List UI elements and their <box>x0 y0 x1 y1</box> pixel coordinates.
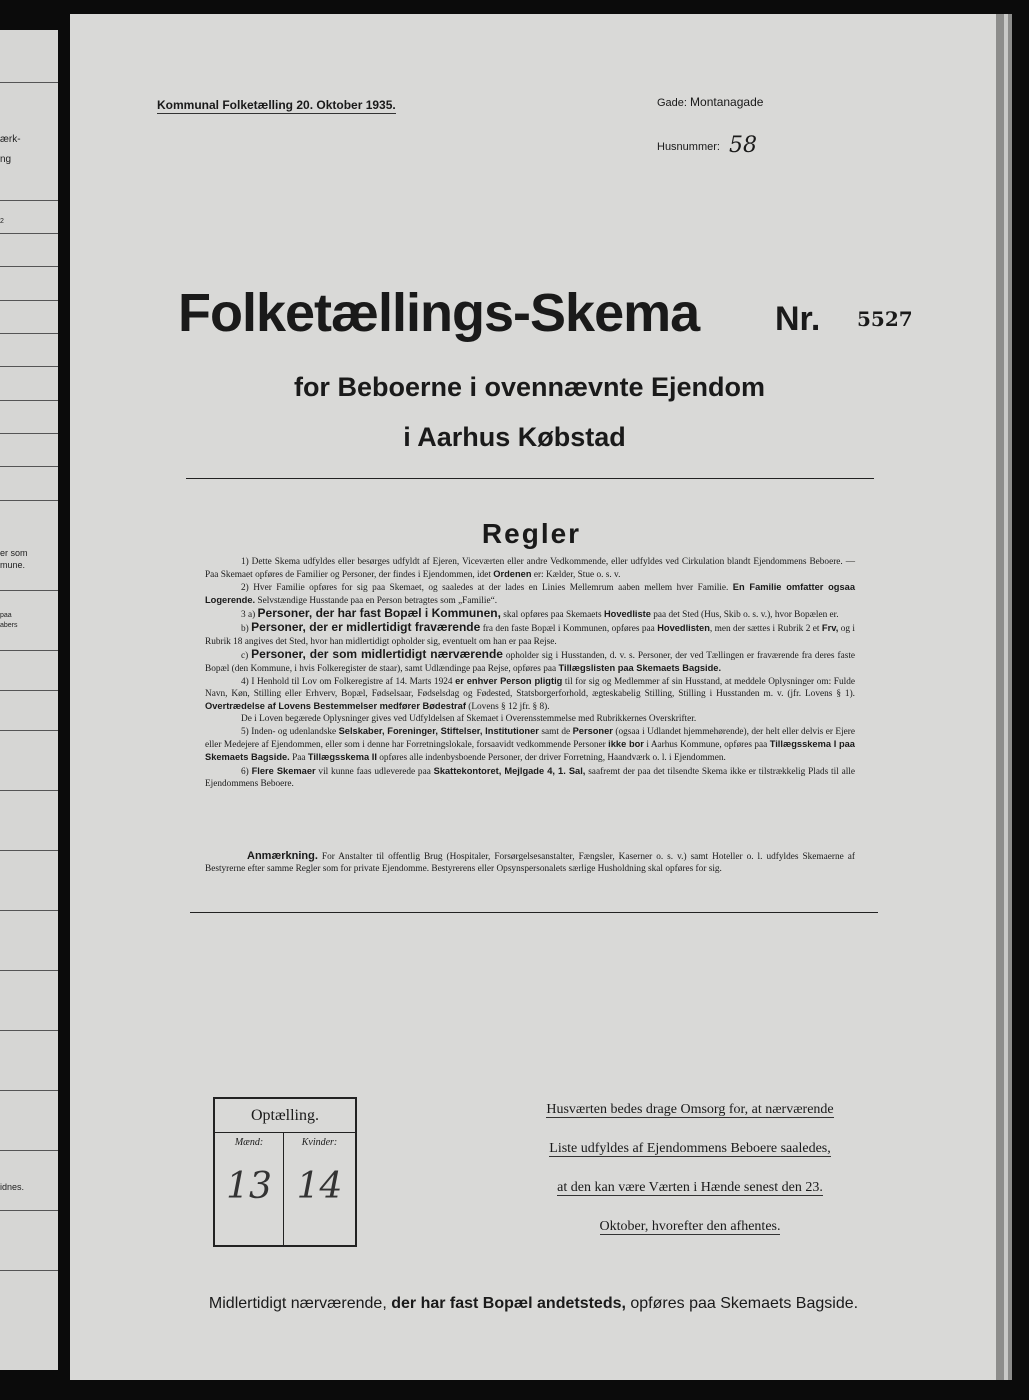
house-number-label: Husnummer: <box>657 141 720 153</box>
remark-label: Anmærkning. <box>247 850 318 862</box>
rules-heading: Regler <box>481 518 582 549</box>
rule-line <box>0 730 58 731</box>
rule-2: 2) Hver Familie opføres for sig paa Skemaet, og saaledes at der lades en Linies Mellemrum aaben mellem hver Familie. En Familie omfatter ogsaa Logerende. Selvstændige Husstande paa en Person betragtes som „Familie“. <box>205 582 855 607</box>
men-column <box>215 1133 284 1245</box>
count-box-title: Optælling. <box>215 1099 355 1133</box>
left-page-fragment: ng <box>0 154 12 165</box>
left-page-fragment: 2 <box>0 218 4 225</box>
left-page-fragment: er som <box>0 548 28 558</box>
rule-line <box>0 1270 58 1271</box>
rule-line <box>0 690 58 691</box>
house-number-value: 58 <box>729 133 758 158</box>
page-edge <box>1004 14 1008 1380</box>
rule-line <box>0 200 58 201</box>
notice-line: at den kan være Værten i Hænde senest den 23. <box>557 1180 823 1195</box>
form-number-value: 5527 <box>857 307 913 331</box>
rule-3c: c) Personer, der som midlertidigt nærværende opholder sig i Husstanden, d. v. s. Personer, der ved Tællingen er fraværende fra deres faste Bopæl (den Kommune, i hvis Folkeregister de staar), samt Udlændinge paa Rejse, opføres paa Tillægslisten paa Skemaets Bagside. <box>205 646 856 674</box>
rule-line <box>0 850 58 851</box>
left-page-fragment: abers <box>0 622 18 629</box>
men-count: 13 <box>226 1166 272 1207</box>
rule-4-note: De i Loven begærede Oplysninger gives ved Udfyldelsen af Skemaet i Overensstemmelse med Rubrikkernes Overskrifter. <box>241 714 697 725</box>
footer-note: Midlertidigt nærværende, der har fast Bopæl andetsteds, opføres paa Skemaets Bagside. <box>208 1295 859 1312</box>
form-subtitle: for Beboerne i ovennævnte Ejendom <box>293 372 766 402</box>
men-label: Mænd: <box>234 1137 264 1148</box>
rule-5: 5) Inden- og udenlandske Selskaber, Foreninger, Stiftelser, Institutioner samt de Personer (ogsaa i Udlandet hjemmehørende), der helt eller delvis er Ejere eller Medejere af Ejendommen, eller som i denne har Forretningslokale, forsaavidt vedkommende Personer ikke bor i Aarhus Kommune, opføres paa Tillægsskema I paa Skemaets Bagside. Paa Tillægsskema II opføres alle indenbysboende Personer, der driver Forretning, Haandværk o. l. i Ejendommen. <box>205 726 855 764</box>
notice-line: Oktober, hvorefter den afhentes. <box>599 1219 781 1234</box>
rule-1: 1) Dette Skema udfyldes eller besørges udfyldt af Ejeren, Viceværten eller andre Vedkommende, eller udfyldes ved Cirkulation blandt Ejendommens Beboere. — Paa Skemaet opføres de Familier og Personer, der findes i Ejendommen, idet Ordenen er: Kælder, Stue o. s. v. <box>205 557 855 581</box>
rule-line <box>0 500 58 501</box>
left-page-fragment: mune. <box>0 560 26 570</box>
rule-line <box>0 1210 58 1211</box>
women-label: Kvinder: <box>301 1137 338 1148</box>
rule-6: 6) Flere Skemaer vil kunne faas udleverede paa Skattekontoret, Mejlgade 4, 1. Sal, saafremt der paa det tilsendte Skema ikke er tilstrækkelig Plads til alle Ejendommens Beboere. <box>205 765 855 789</box>
women-column <box>284 1133 355 1245</box>
rule-line <box>0 300 58 301</box>
rule-4: 4) I Henhold til Lov om Folkeregistre af 14. Marts 1924 er enhver Person pligtig til for sig og Medlemmer af sin Husstand, at meddele Oplysninger om: Fulde Navn, Køn, Stilling eller Erhverv, Bopæl, Fødselsaar, Fødselsdag og Fødested, Statsborgerforhold, ægteskabelig Stilling, Stilling i Husstanden m. v. (jfr. Lovens § 1). Overtrædelse af Lovens Bestemmelser medfører Bødestraf (Lovens § 12 jfr. § 8). <box>205 675 855 713</box>
rule-line <box>0 1150 58 1151</box>
rule-line <box>0 466 58 467</box>
rules-text <box>205 556 855 790</box>
rule-line <box>0 650 58 651</box>
landlord-notice <box>515 1102 865 1258</box>
rule-3a: 3 a) Personer, der har fast Bopæl i Kommunen, skal opføres paa Skemaets Hovedliste paa det Sted (Hus, Skib o. s. v.), hvor Bopælen er. <box>241 606 839 621</box>
form-number-label: Nr. <box>775 300 821 338</box>
divider <box>186 478 874 479</box>
women-count: 14 <box>296 1166 343 1207</box>
rule-3b: b) Personer, der er midlertidigt fraværende fra den faste Bopæl i Kommunen, opføres paa Hovedlisten, men der sættes i Rubrik 2 et Frv, og i Rubrik 18 angives det Sted, hvor han midlertidigt opholder sig, eventuelt om han er paa Rejse. <box>205 620 856 647</box>
census-title: Kommunal Folketælling 20. Oktober 1935. <box>157 98 396 112</box>
form-title: Folketællings-Skema <box>178 283 700 343</box>
rule-line <box>0 1090 58 1091</box>
left-page-fragment: idnes. <box>0 1182 25 1192</box>
rule-line <box>0 366 58 367</box>
left-page-fragment: paa <box>0 612 12 619</box>
rule-line <box>0 233 58 234</box>
remark-text: For Anstalter til offentlig Brug (Hospitaler, Forsørgelsesanstalter, Fængsler, Kaserner o. s. v.) samt Hoteller o. l. udfyldes Skemaerne af Bestyrerne efter samme Regler som for private Ejendomme. Bestyrerens eller Opsynspersonalets særlige Husholdning skal opføres for sig. <box>205 852 855 875</box>
street-label: Gade: <box>657 97 687 109</box>
street-value: Montanagade <box>690 95 764 109</box>
count-box <box>213 1097 357 1247</box>
left-page-fragment: ærk- <box>0 134 21 145</box>
notice-line: Liste udfyldes af Ejendommens Beboere saaledes, <box>549 1141 831 1156</box>
divider <box>190 912 878 913</box>
rule-line <box>0 910 58 911</box>
rule-line <box>0 790 58 791</box>
rule-line <box>0 82 58 83</box>
street-field <box>657 95 763 109</box>
rule-line <box>0 333 58 334</box>
rule-line <box>0 970 58 971</box>
house-number-field <box>657 133 757 158</box>
rule-line <box>0 1030 58 1031</box>
rule-line <box>0 590 58 591</box>
form-subtitle-city: i Aarhus Købstad <box>403 422 626 452</box>
notice-line: Husværten bedes drage Omsorg for, at nærværende <box>546 1102 834 1117</box>
adjacent-page-strip <box>0 30 58 1370</box>
rule-line <box>0 266 58 267</box>
remark-note <box>205 850 855 875</box>
